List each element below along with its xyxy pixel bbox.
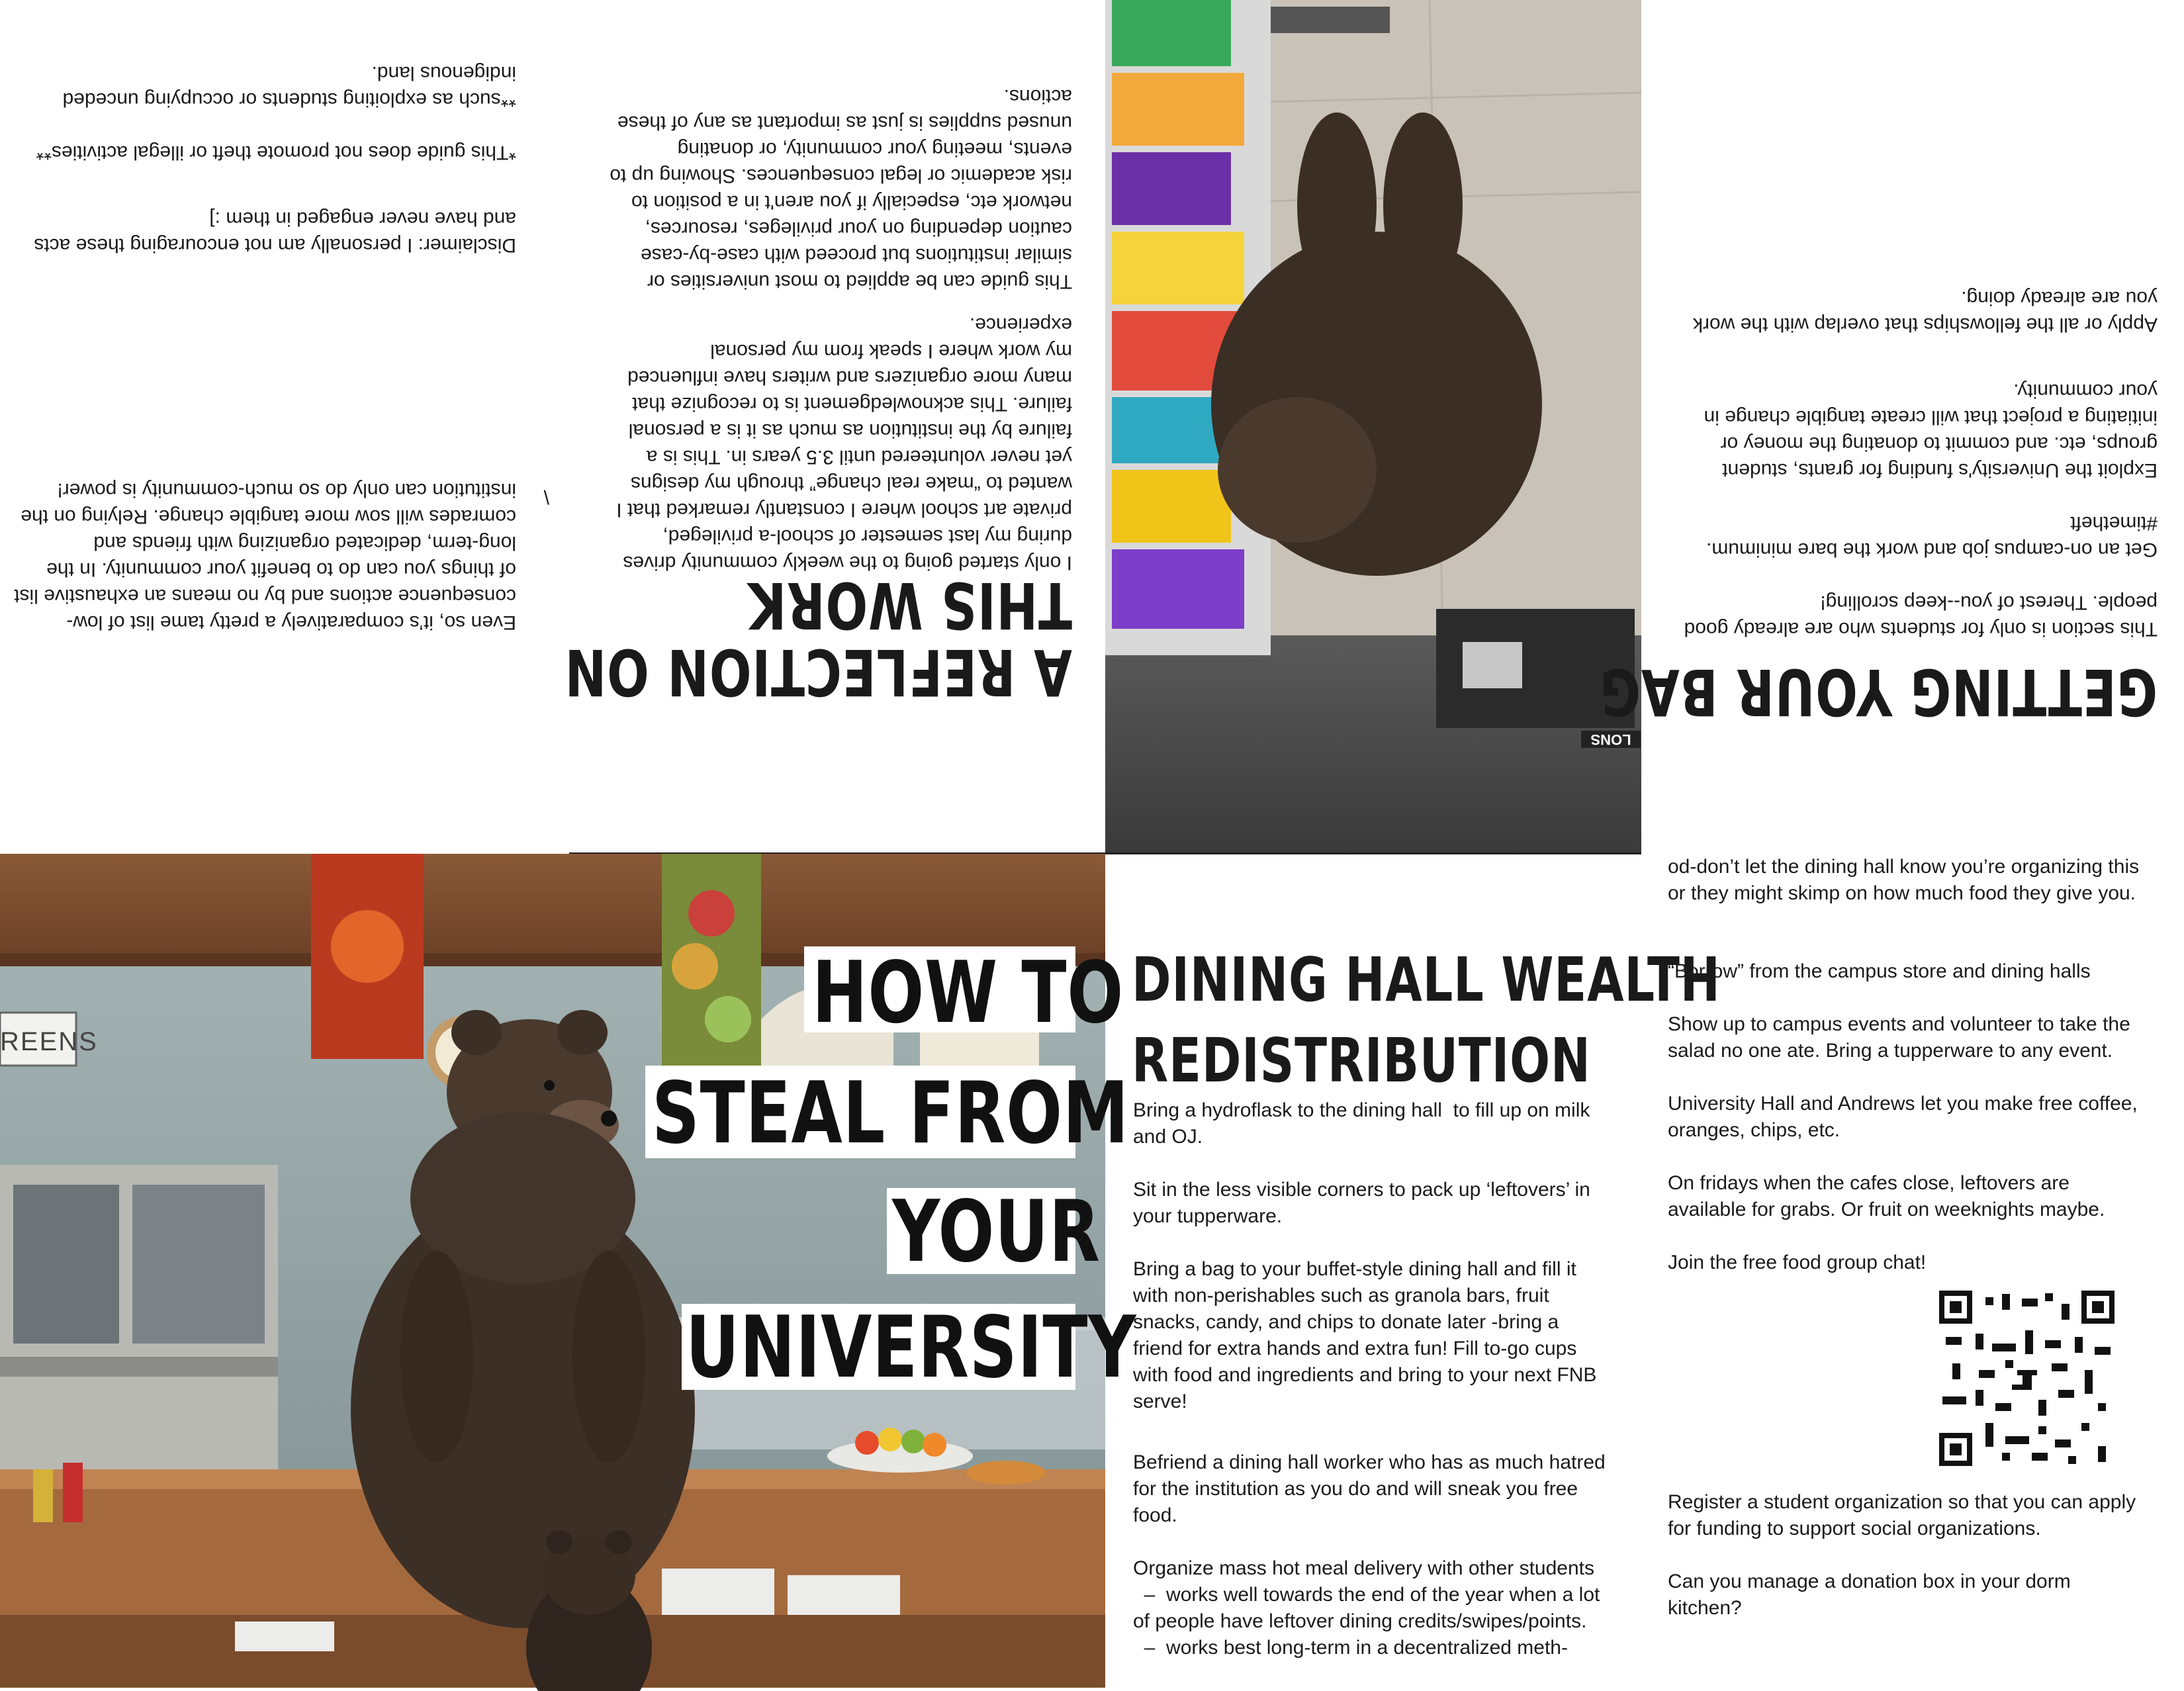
cover-title-line1: HOW TO [804, 946, 1075, 1032]
right-paragraph-7: Register a student organization so that you can apply for funding to support social organizations. [1668, 1491, 2142, 1539]
reflection-paragraph-1: I only started going to the weekly community drives during my last semester of school-a privileged, private art school where I constantly remarked that I wanted to “make real change” through my designs yet never volunteered until 3.5 years in. This is a failure by the institution as much as it is a personal failure. This acknowledgement is to recognize that many more organizers and writers have influenced my work where I speak from my personal experience. [611, 314, 1072, 574]
reflection-title-line1: A REFLECTION ON [564, 635, 1072, 709]
qr-code[interactable] [1939, 1291, 2115, 1466]
bag-paragraph-1: This section is only for students who are already good people. Therest of you--keep scrolling! [1678, 592, 2158, 640]
store-scene-illustration [1105, 0, 1641, 854]
bag-paragraph-2: Get an on-campus job and work the bare minimum. #timetheft [1700, 512, 2158, 561]
bag-title: GETTING YOUR BAG [1599, 655, 2158, 729]
dining-title [1132, 940, 1721, 1101]
footnote-2: **such as exploiting students or occupying unceded indigenous land. [57, 62, 516, 111]
right-paragraph-6: Join the free food group chat! [1668, 1252, 1927, 1273]
cover-panel [0, 854, 1137, 1688]
dining-paragraph-5: Organize mass hot meal delivery with other students – works well towards the end of the year when a lot of people have leftover dining credits/swipes/points. – works best long-term in a decentralized meth- [1133, 1557, 1600, 1659]
disclaimer: Disclaimer: I personally am not encouraging these acts and have never engaged in them :] [28, 208, 516, 256]
right-paragraph-5: On fridays when the cafes close, leftovers are available for grabs. Or fruit on weeknights maybe. [1668, 1172, 2105, 1220]
reflection-title-line2: THIS WORK [747, 568, 1072, 643]
right-paragraph-2: “Borrow” from the campus store and dining halls [1668, 960, 2091, 982]
right-paragraph-3: Show up to campus events and volunteer to take the salad no one ate. Bring a tupperware to any event. [1668, 1013, 2136, 1062]
top-left-panel [0, 0, 569, 854]
right-paragraph-1: od-don’t let the dining hall know you’re organizing this or they might skimp on how much food they give you. [1668, 856, 2145, 904]
cover-title-line3: YOUR [887, 1188, 1075, 1274]
footnote-1: *This guide does not promote theft or illegal activities** [36, 142, 516, 163]
dining-paragraph-3: Bring a bag to your buffet-style dining hall and fill it with non-perishables such as granola bars, fruit snacks, candy, and chips to donate later -bring a friend for extra hands and extra fun! Fill to-go cups with food and ingredients and bring to your next FNB serve! [1133, 1258, 1602, 1412]
dining-paragraph-4: Befriend a dining hall worker who has as much hatred for the institution as you do and will sneak you free food. [1133, 1451, 1612, 1526]
closing-paragraph: Even so, it’s comparatively a pretty tame list of low-consequence actions and by no means an exhaustive list of things you can do to benefit your community. In the long-term, dedicated organizing with friends and comrades will sow more tangible change. Relying on the institution can only do so much-community is power! [8, 479, 516, 633]
right-paragraph-4: University Hall and Andrews let you make free coffee, oranges, chips, etc. [1668, 1093, 2144, 1141]
reflection-paragraph-2: This guide can be applied to most universities or similar institutions but proceed with case-by-case caution depending on your privileges, resources, network etc, especially if you aren't in a position to risk academic or legal consequences. Showing up to events, meeting your community, or donating unused supplies is just as important as any of these actions. [604, 85, 1072, 293]
dining-paragraph-2: Sit in the less visible corners to pack up ‘leftovers’ in your tupperware. [1133, 1179, 1596, 1227]
bag-paragraph-4: Apply or all the fellowships that overlap with the work you are already doing. [1687, 287, 2158, 336]
dining-panel [1105, 854, 1721, 1688]
dining-title-line1: DINING HALL WEALTH [1132, 944, 1721, 1015]
bag-paragraph-3: Exploit the University's funding for grants, student groups, etc. and commit to donating the money or initiating a project that will create tangible change in your community. [1698, 380, 2158, 481]
dining-title-line2: REDISTRIBUTION [1132, 1025, 1591, 1096]
store-bear-photo [1105, 0, 1641, 854]
right-panel [1641, 854, 2184, 1688]
slash-mark: \ [543, 486, 549, 508]
cover-title-line4: UNIVERSITY [682, 1304, 1075, 1390]
right-paragraph-8: Can you manage a donation box in your dorm kitchen? [1668, 1571, 2077, 1619]
qr-code-image [1939, 1291, 2115, 1466]
wall-sign-text: REENS [0, 1027, 98, 1056]
dining-paragraph-1: Bring a hydroflask to the dining hall to fill up on milk and OJ. [1133, 1099, 1596, 1148]
cover-title-line2: STEAL FROM [645, 1066, 1075, 1158]
reflection-title [564, 568, 1072, 709]
reflection-panel [564, 0, 1099, 854]
store-sign: LONS [1581, 731, 1641, 748]
